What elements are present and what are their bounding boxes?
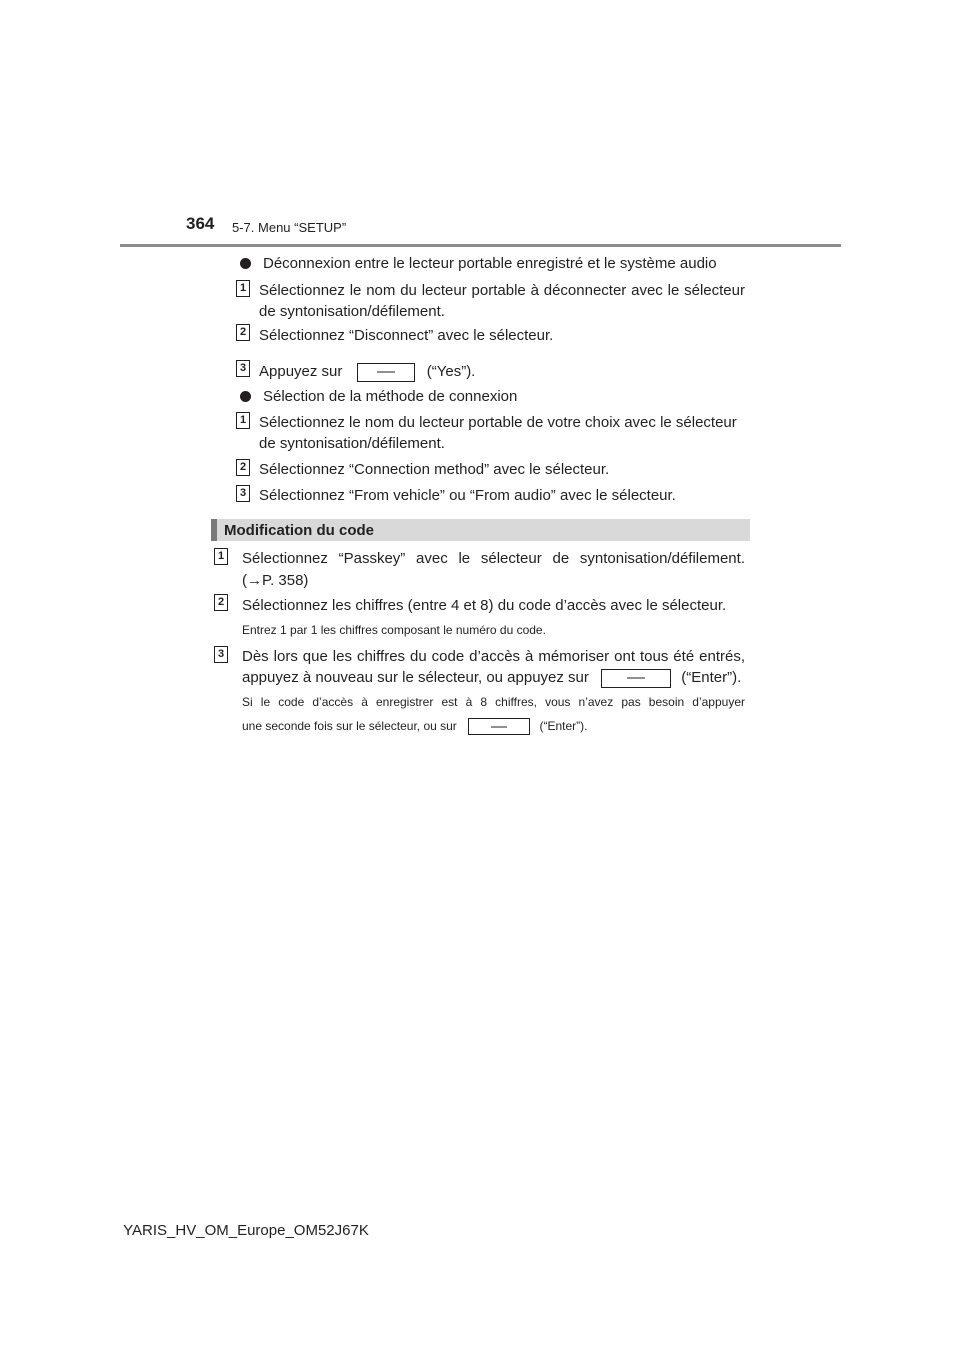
step-number-1: 1 — [214, 548, 228, 565]
section-title: 5-7. Menu “SETUP” — [232, 220, 347, 235]
connection-step-2: Sélectionnez “Connection method” avec le sélecteur. — [259, 461, 610, 478]
yes-button-icon — [357, 363, 415, 382]
code-step-1-line-2: (→P. 358) — [242, 572, 309, 589]
code-step-3-note-line-2-after: (“Enter”). — [539, 719, 588, 733]
code-step-2: Sélectionnez les chiffres (entre 4 et 8) du code d’accès avec le sélecteur. — [242, 597, 727, 614]
page-number: 364 — [186, 214, 215, 233]
step-number-2: 2 — [236, 324, 250, 341]
footer-doc-id-text: YARIS_HV_OM_Europe_OM52J67K — [123, 1222, 369, 1239]
bullet-icon — [240, 391, 251, 402]
connection-step-3: Sélectionnez “From vehicle” ou “From audio” avec le sélecteur. — [259, 487, 676, 504]
bullet-icon — [240, 258, 251, 269]
disconnect-step-2: Sélectionnez “Disconnect” avec le sélecteur. — [259, 327, 554, 344]
step-number-3: 3 — [236, 485, 250, 502]
code-step-3-note-line-2-before: une seconde fois sur le sélecteur, ou sur — [242, 719, 457, 733]
code-step-1-line-1: Sélectionnez “Passkey” avec le sélecteur de syntonisation/défilement. — [242, 550, 745, 567]
section-heading: Modification du code — [224, 522, 374, 539]
code-step-3-line-1: Dès lors que les chiffres du code d’accès à mémoriser ont tous été entrés, — [242, 648, 745, 665]
step-number-1: 1 — [236, 412, 250, 429]
code-step-2-note: Entrez 1 par 1 les chiffres composant le numéro du code. — [242, 623, 546, 637]
bullet-disconnect — [240, 255, 717, 272]
header-divider — [120, 244, 841, 247]
step-number-1: 1 — [236, 280, 250, 297]
bullet-connection-method-label: Sélection de la méthode de connexion — [263, 388, 518, 405]
enter-button-icon — [601, 669, 671, 688]
connection-step-1: Sélectionnez le nom du lecteur portable de votre choix avec le sélecteur de syntonisation/défilement. — [259, 414, 737, 452]
disconnect-step-3 — [259, 361, 475, 382]
disconnect-step-1: Sélectionnez le nom du lecteur portable à déconnecter avec le sélecteur de syntonisation/défilement. — [259, 282, 745, 320]
disconnect-step-3-before: Appuyez sur — [259, 363, 343, 380]
code-step-3-note-line-1: Si le code d’accès à enregistrer est à 8 chiffres, vous n’avez pas besoin d’appuyer — [242, 695, 745, 709]
footer-doc-id — [0, 1222, 960, 1239]
step-number-3: 3 — [214, 646, 228, 663]
code-step-3-line-2 — [242, 667, 741, 688]
section-banner-accent — [211, 519, 217, 541]
bullet-connection-method — [240, 388, 517, 405]
code-step-3-line-2-after: (“Enter”). — [681, 669, 742, 686]
code-step-3-note-line-2 — [242, 718, 587, 735]
enter-button-icon — [468, 718, 530, 735]
disconnect-step-3-after: (“Yes”). — [426, 363, 476, 380]
step-number-3: 3 — [236, 360, 250, 377]
bullet-disconnect-label: Déconnexion entre le lecteur portable enregistré et le système audio — [263, 255, 717, 272]
code-step-3-line-2-before: appuyez à nouveau sur le sélecteur, ou appuyez sur — [242, 669, 589, 686]
step-number-2: 2 — [214, 594, 228, 611]
step-number-2: 2 — [236, 459, 250, 476]
